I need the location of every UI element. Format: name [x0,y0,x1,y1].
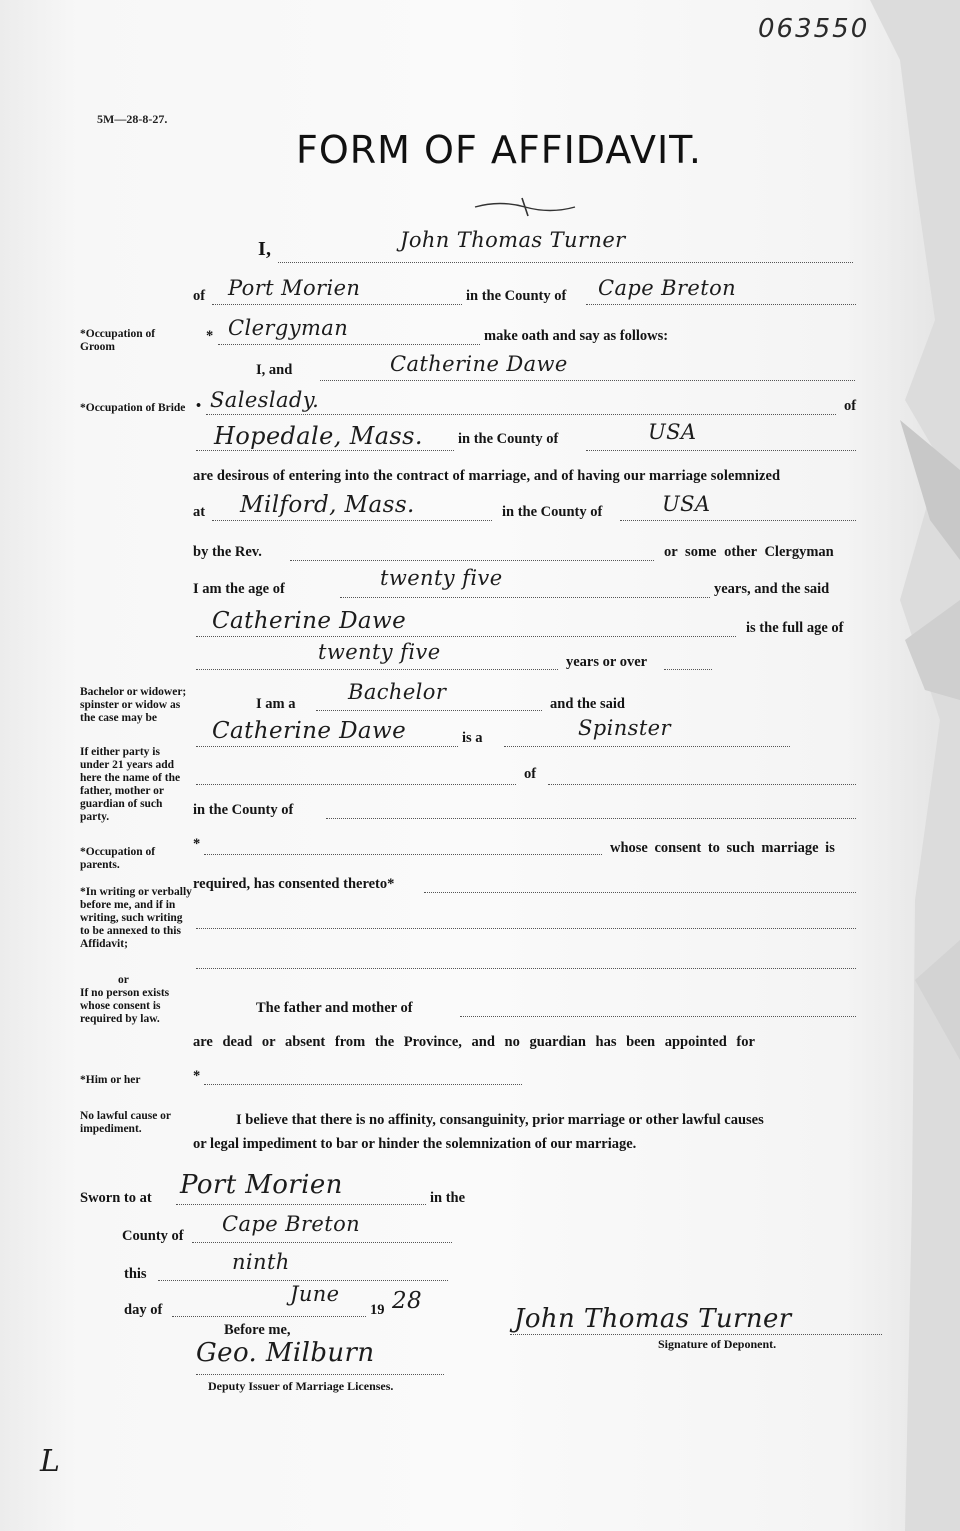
label-is-a: is a [462,730,483,746]
text-dead-absent: are dead or absent from the Province, and no guardian has been appointed for [193,1034,755,1050]
fill-line-day [158,1280,448,1281]
label-sworn: Sworn to at [80,1190,152,1206]
hw-place: Port Morien [228,276,361,300]
fill-line-him-her [204,1084,522,1085]
hw-groom-age: twenty five [380,566,503,590]
hw-bride-name-2: Catherine Dawe [212,608,407,634]
fill-line-groom-age [340,597,710,598]
hw-groom-status: Bachelor [348,680,447,704]
margin-occupation-groom: *Occupation of Groom [80,328,156,353]
label-years-said: years, and the said [714,581,830,597]
text-believe: I believe that there is no affinity, consanguinity, prior marriage or other lawful causes [236,1112,764,1128]
fill-line-signature [510,1334,882,1335]
label-in-the: in the [430,1190,466,1206]
fill-line-rev [290,560,654,561]
label-before-me: Before me, [224,1322,291,1338]
fill-line-parent-county [326,818,856,819]
margin-parents: *Occupation of parents. [80,846,156,871]
fill-line-bride-occ [206,414,836,415]
hw-margin-mark: L [40,1444,61,1479]
hw-county: Cape Breton [598,276,737,300]
fill-line-consent-3 [196,968,856,969]
fill-line-over [664,669,712,670]
hw-issuer-signature: Geo. Milburn [196,1338,375,1368]
hw-bride-occupation: Saleslady. [210,388,320,412]
label-i: I, [258,238,272,260]
label-of-3: of [524,766,537,782]
fill-line-county [586,304,856,305]
form-code: 5M—28-8-27. [97,112,168,126]
hw-sworn-county: Cape Breton [222,1212,361,1236]
margin-him-her: *Him or her [80,1074,141,1086]
hw-marriage-place: Milford, Mass. [240,492,415,518]
margin-bachelor: Bachelor or widower; spinster or widow as the case may be [80,686,187,724]
hw-bride-age: twenty five [318,640,441,664]
margin-writing: *In writing or verbally before me, and if in writing, such writing to be annexed to this Affidavit; [80,886,192,950]
label-in-county-4: in the County of [193,802,294,818]
label-in-county: in the County of [466,288,567,304]
text-desirous: are desirous of entering into the contract of marriage, and of having our marriage solemnized [193,468,781,484]
hw-deponent-signature: John Thomas Turner [514,1304,792,1334]
fill-line-parents-occ [204,854,602,855]
label-county-of: County of [122,1228,184,1244]
star-parents: * [193,836,201,852]
margin-or: or [118,974,129,986]
margin-no-cause: No lawful cause or impediment. [80,1110,171,1135]
label-at: at [193,504,206,520]
margin-under-21: If either party is under 21 years add here the name of the father, mother or guardian of such party. [80,746,181,823]
label-in-county-2: in the County of [458,431,559,447]
fill-line-issuer [196,1374,444,1375]
fill-line-groom-occ [218,344,480,345]
fill-line-bride-status [504,746,790,747]
hw-month: June [290,1282,340,1306]
fill-line-sworn-county [192,1242,452,1243]
label-by-rev: by the Rev. [193,544,262,560]
margin-occupation-bride: *Occupation of Bride [80,402,186,414]
star-him-her: * [193,1068,201,1084]
label-make-oath: make oath and say as follows: [484,328,669,344]
label-this: this [124,1266,147,1282]
bullet-bride: • [196,398,202,414]
fill-line-father-mother [460,1016,856,1017]
hw-sworn-place: Port Morien [180,1170,343,1200]
fill-line-sworn-place [176,1204,426,1205]
fill-line-bride [320,380,855,381]
fill-line-marriage-place [212,520,492,521]
text-legal: or legal impediment to bar or hinder the solemnization of our marriage. [193,1136,637,1152]
label-age: I am the age of [193,581,285,597]
fill-line-consent-1 [424,892,856,893]
label-day-of: day of [124,1302,163,1318]
label-full-age: is the full age of [746,620,844,636]
fill-line-deponent [278,262,853,263]
hw-bride-name-3: Catherine Dawe [212,718,407,744]
label-i-and: I, and [256,362,293,378]
fill-line-marriage-county [620,520,856,521]
star-groom: * [206,328,214,344]
label-or-clergyman: or some other Clergyman [664,544,834,560]
page-title: FORM OF AFFIDAVIT. [296,128,702,172]
fill-line-month [172,1316,366,1317]
label-signature-deponent: Signature of Deponent. [658,1337,777,1351]
fill-line-bride-2 [196,636,736,637]
document-number: 063550 [758,14,870,44]
label-required: required, has consented thereto* [193,876,395,892]
hw-marriage-county: USA [662,492,711,516]
margin-no-person: If no person exists whose consent is required by law. [80,987,170,1025]
label-deputy-issuer: Deputy Issuer of Marriage Licenses. [208,1379,394,1393]
label-father-mother: The father and mother of [256,1000,413,1016]
hw-bride-name: Catherine Dawe [390,352,568,376]
hw-year: 28 [392,1288,423,1314]
label-of: of [193,288,206,304]
hw-bride-status: Spinster [578,716,671,740]
fill-line-bride-place [196,450,454,451]
label-and-said: and the said [550,696,625,712]
label-year-prefix: 19 [370,1302,385,1318]
fill-line-parent-name [196,784,516,785]
label-whose-consent: whose consent to such marriage is [610,840,835,856]
title-ornament [470,192,580,222]
hw-groom-occupation: Clergyman [228,316,349,340]
hw-bride-county: USA [648,420,697,444]
hw-day: ninth [232,1250,290,1274]
label-in-county-3: in the County of [502,504,603,520]
fill-line-bride-3 [196,746,458,747]
hw-deponent-name: John Thomas Turner [400,228,626,252]
fill-line-place [212,304,462,305]
label-i-am-a: I am a [256,696,296,712]
fill-line-groom-status [316,710,542,711]
fill-line-parent-of [548,784,856,785]
fill-line-consent-2 [196,928,856,929]
fill-line-bride-county [586,450,856,451]
label-of-bride: of [844,398,857,414]
label-years-over: years or over [566,654,648,670]
fill-line-bride-age [196,669,558,670]
hw-bride-place: Hopedale, Mass. [214,422,423,450]
